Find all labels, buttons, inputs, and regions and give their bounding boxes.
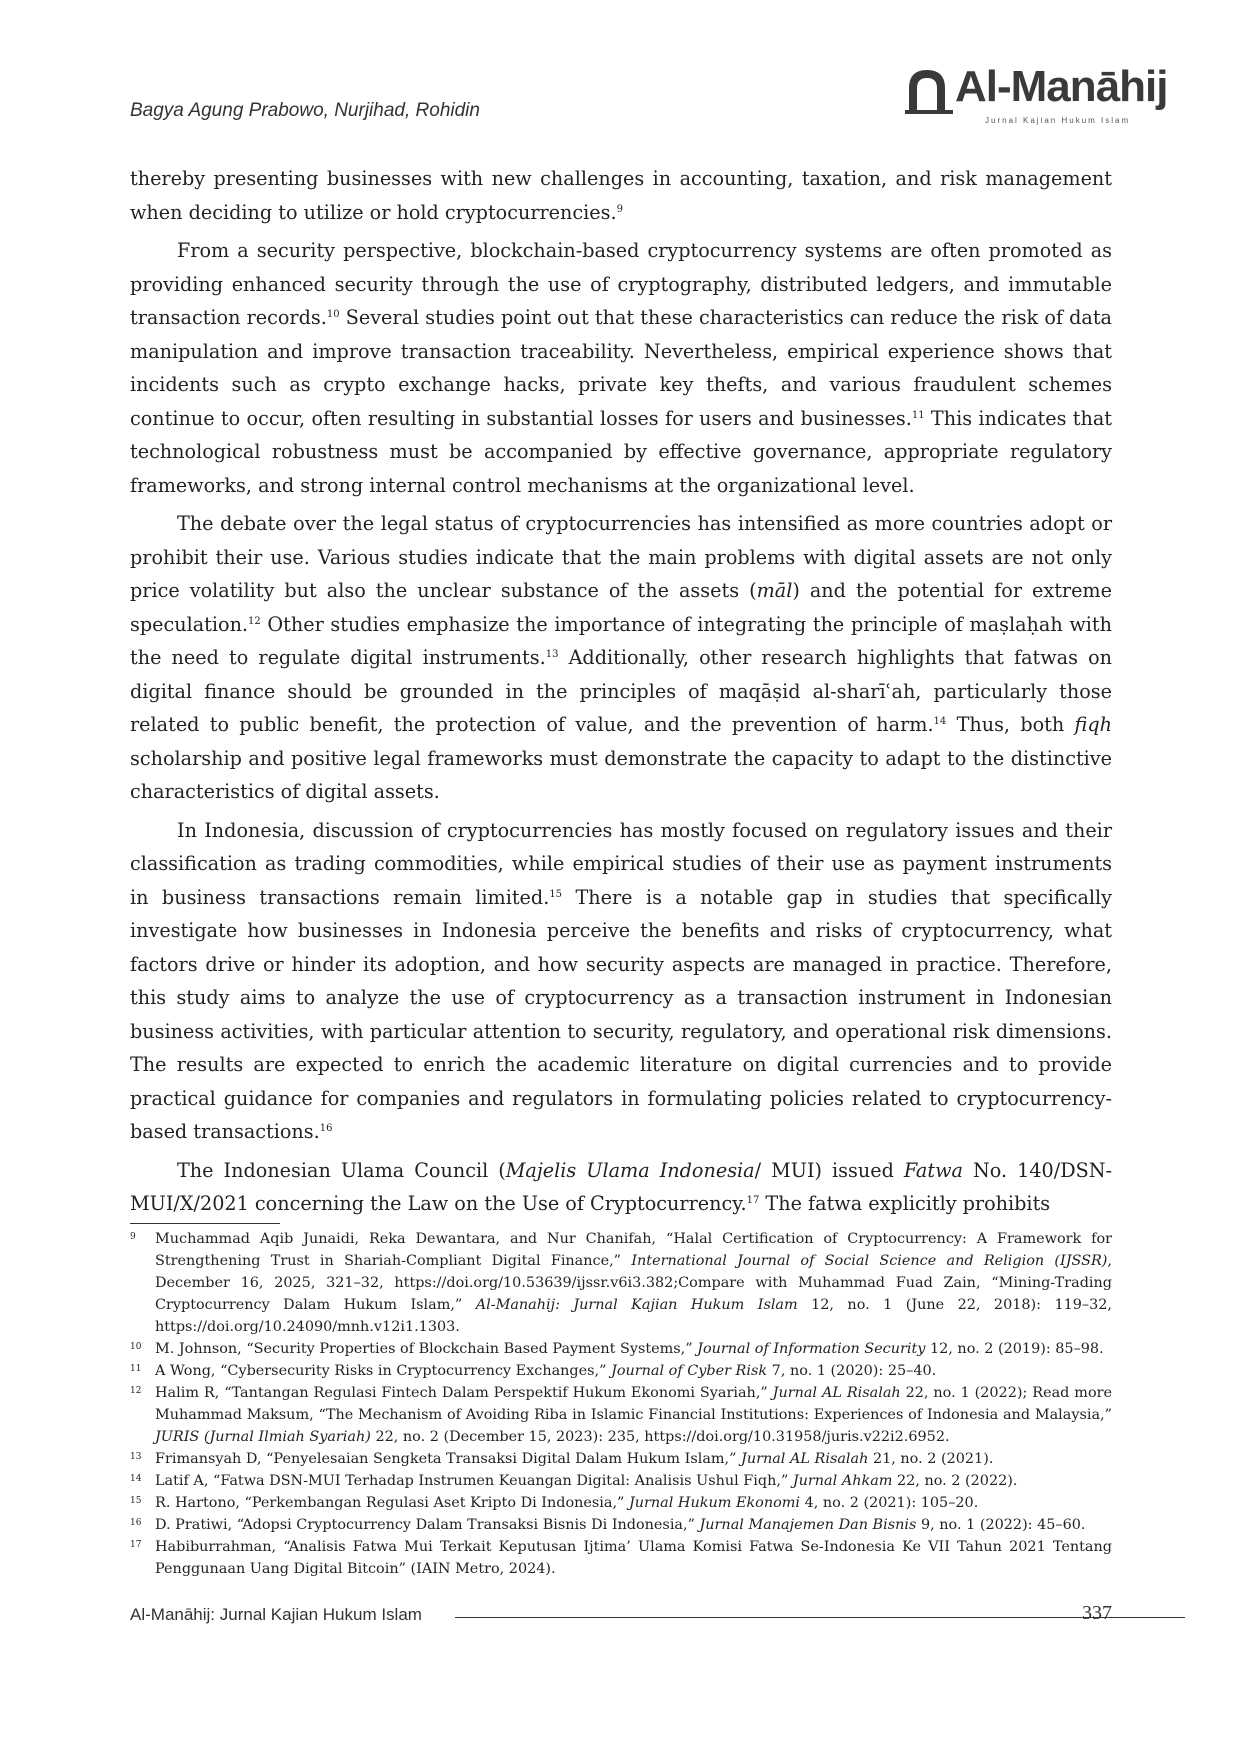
footnote-citation: 22, no. 1 (2022); Read more Muhammad Maksum, “The Mechanism of Avoiding Riba in Islamic Financial Institutions: Experiences of Indonesia and Malaysia,” [155, 1385, 1112, 1423]
footnote-text [155, 1382, 1112, 1448]
paragraph-text: Other studies emphasize the importance of integrating the principle of maṣlaḥah with the need to regulate digital instruments. [130, 612, 1112, 669]
footnote-12 [130, 1382, 1112, 1448]
footnote-citation: A Wong, “Cybersecurity Risks in Cryptocurrency Exchanges,” [155, 1363, 612, 1379]
footnote-14 [130, 1470, 1112, 1492]
footer-journal-name: Al-Manāhij: Jurnal Kajian Hukum Islam [130, 1605, 422, 1624]
footnote-citation: 4, no. 2 (2021): 105–20. [800, 1495, 979, 1511]
paragraph [130, 162, 1112, 229]
footnote-number: 11 [130, 1364, 142, 1374]
paragraph-text: The debate over the legal status of cryptocurrencies has intensified as more countries adopt or prohibit their use. Various studies indicate that the main problems with digital assets are not only price volatility but also the unclear substance of the assets ( [130, 512, 1112, 602]
footnote-number: 12 [130, 1386, 142, 1396]
journal-title: International Journal of Social Science and Religion (IJSSR) [631, 1253, 1108, 1269]
paragraph-text: The Indonesian Ulama Council ( [177, 1158, 506, 1182]
footnote-number: 15 [130, 1496, 142, 1506]
footnote-separator [130, 1223, 280, 1224]
footnote-citation: Muchammad Aqib Junaidi, Reka Dewantara, and Nur Chanifah, “Halal Certification of Cryptocurrency: A Framework for Strengthening Trust in Shariah-Compliant Digital Finance,” [155, 1231, 1112, 1269]
footnote-10 [130, 1338, 1112, 1360]
footnote-citation: 7, no. 1 (2020): 25–40. [767, 1363, 937, 1379]
footnote-citation: R. Hartono, “Perkembangan Regulasi Aset Kripto Di Indonesia,” [155, 1495, 629, 1511]
footnote-text [155, 1514, 1112, 1536]
footnote-number: 9 [130, 1232, 136, 1242]
footnote-ref: 16 [319, 1123, 333, 1134]
footnote-11 [130, 1360, 1112, 1382]
footnote-text [155, 1228, 1112, 1338]
paragraph [130, 507, 1112, 809]
journal-title: Jurnal AL Risalah [741, 1451, 869, 1467]
footnote-citation: Frimansyah D, “Penyelesaian Sengketa Transaksi Digital Dalam Hukum Islam,” [155, 1451, 742, 1467]
footnote-15 [130, 1492, 1112, 1514]
journal-title: Al-Manahij: Jurnal Kajian Hukum Islam [475, 1297, 798, 1313]
footnote-citation: 21, no. 2 (2021). [868, 1451, 994, 1467]
footnotes [130, 1228, 1112, 1580]
footnote-ref: 14 [933, 716, 947, 727]
paragraph-text: There is a notable gap in studies that specifically investigate how businesses in Indonesia perceive the benefits and risks of cryptocurrency, what factors drive or hinder its adoption, and how security aspects are managed in practice. Therefore, this study aims to analyze the use of cryptocurrency as a transaction instrument in Indonesian business activities, with particular attention to security, regulatory, and operational risk dimensions. The results are expected to enrich the academic literature on digital currencies and to provide practical guidance for companies and regulators in formulating policies related to cryptocurrency-based transactions. [130, 885, 1113, 1143]
logo-wordmark: Al-Manāhij [955, 62, 1168, 111]
journal-title: Jurnal Hukum Ekonomi [628, 1495, 801, 1511]
footnote-citation: 12, no. 1 (June 22, 2018): 119–32, https://doi.org/10.24090/mnh.v12i1.1303. [155, 1297, 1112, 1335]
journal-title: Jurnal AL Risalah [772, 1385, 901, 1401]
footnote-ref: 12 [248, 615, 261, 627]
footnote-citation: Habiburrahman, “Analisis Fatwa Mui Terkait Keputusan Ijtima’ Ulama Komisi Fatwa Se-Indonesia Ke VII Tahun 2021 Tentang Penggunaan Uang Digital Bitcoin” (IAIN Metro, 2024). [155, 1539, 1112, 1577]
italic-term: Fatwa [903, 1158, 963, 1182]
footnote-ref: 11 [911, 409, 925, 421]
paragraph-text: Several studies point out that these characteristics can reduce the risk of data manipulation and improve transaction traceability. Nevertheless, empirical experience shows that incidents such as crypto exchange hacks, private key thefts, and various fraudulent schemes continue to occur, often resulting in substantial losses for users and businesses. [130, 306, 1112, 430]
running-header-authors: Bagya Agung Prabowo, Nurjihad, Rohidin [130, 100, 480, 121]
footnote-ref: 9 [616, 203, 623, 215]
page-number: 337 [1082, 1602, 1112, 1624]
paragraph-text: Thus, both [946, 713, 1075, 736]
paragraph-text: scholarship and positive legal frameworks must demonstrate the capacity to adapt to the distinctive characteristics of digital assets. [130, 746, 1112, 803]
footnote-text [155, 1492, 1112, 1514]
footnote-citation: 12, no. 2 (2019): 85–98. [925, 1341, 1104, 1357]
footnote-text [155, 1470, 1112, 1492]
footnote-number: 16 [130, 1518, 142, 1528]
paragraph-text: Additionally, other research highlights that fatwas on digital finance should be grounded in the principles of maqāṣid al-sharīʿah, particularly those related to public benefit, the protection of value, and the prevention of harm. [130, 646, 1112, 736]
logo-arch-icon [905, 66, 955, 116]
journal-title: Jurnal Ahkam [792, 1473, 893, 1489]
footnote-number: 10 [130, 1342, 142, 1352]
footnote-citation: Halim R, “Tantangan Regulasi Fintech Dalam Perspektif Hukum Ekonomi Syariah,” [155, 1385, 773, 1401]
italic-term: fiqh [1074, 713, 1112, 736]
paragraph-text: The fatwa explicitly prohibits [759, 1192, 1051, 1215]
footnote-text [155, 1448, 1112, 1470]
footnote-ref: 13 [545, 649, 559, 660]
paragraph-text: No. 140/DSN-MUI/X/2021 concerning the Law on the Use of Cryptocurrency. [130, 1158, 1112, 1215]
footnote-citation: 22, no. 2 (December 15, 2023): 235, https://doi.org/10.31958/juris.v22i2.6952. [370, 1429, 950, 1445]
footnote-citation: 22, no. 2 (2022). [892, 1473, 1018, 1489]
journal-title: Jurnal Manajemen Dan Bisnis [699, 1517, 917, 1533]
journal-logo [905, 62, 1168, 134]
footnote-citation: 9, no. 1 (2022): 45–60. [916, 1517, 1086, 1533]
footnote-text [155, 1338, 1112, 1360]
footnote-number: 14 [130, 1474, 142, 1484]
footnote-text [155, 1536, 1112, 1580]
italic-term: māl [756, 579, 793, 602]
logo-subtitle: Jurnal Kajian Hukum Islam [985, 116, 1131, 125]
footnote-number: 13 [130, 1452, 142, 1462]
footnote-ref: 15 [549, 888, 563, 900]
paragraph-text: thereby presenting businesses with new challenges in accounting, taxation, and risk management when deciding to utilize or hold cryptocurrencies. [130, 167, 1112, 224]
italic-term: Majelis Ulama Indonesia [505, 1158, 755, 1182]
footnote-citation: M. Johnson, “Security Properties of Blockchain Based Payment Systems,” [155, 1341, 698, 1357]
footer-rule [455, 1617, 1185, 1618]
paragraph-text: From a security perspective, blockchain-based cryptocurrency systems are often promoted as providing enhanced security through the use of cryptography, distributed ledgers, and immutable transaction records. [130, 239, 1112, 329]
page-footer [130, 1602, 1112, 1635]
paragraph-text: / MUI) issued [754, 1158, 904, 1182]
article-body [130, 162, 1112, 1226]
journal-title: JURIS (Jurnal Ilmiah Syariah) [155, 1429, 371, 1445]
footnote-text [155, 1360, 1112, 1382]
footnote-citation: D. Pratiwi, “Adopsi Cryptocurrency Dalam Transaksi Bisnis Di Indonesia,” [155, 1517, 700, 1533]
paragraph [130, 814, 1112, 1149]
footnote-16 [130, 1514, 1112, 1536]
footnote-17 [130, 1536, 1112, 1580]
footnote-ref: 10 [326, 309, 340, 320]
footnote-citation: Latif A, “Fatwa DSN-MUI Terhadap Instrumen Keuangan Digital: Analisis Ushul Fiqh,” [155, 1473, 793, 1489]
footnote-citation: , December 16, 2025, 321–32, https://doi.org/10.53639/ijssr.v6i3.382;Compare with Muhammad Fuad Zain, “Mining-Trading Cryptocurrency Dalam Hukum Islam,” [155, 1253, 1112, 1313]
journal-title: Journal of Information Security [697, 1341, 926, 1357]
journal-title: Journal of Cyber Risk [611, 1363, 768, 1379]
paragraph-text: This indicates that technological robustness must be accompanied by effective governance, appropriate regulatory frameworks, and strong internal control mechanisms at the organizational level. [130, 406, 1112, 497]
paragraph-text: In Indonesia, discussion of cryptocurrencies has mostly focused on regulatory issues and their classification as trading commodities, while empirical studies of their use as payment instruments in business transactions remain limited. [130, 818, 1112, 909]
paragraph-text: ) and the potential for extreme speculation. [130, 579, 1112, 636]
footnote-13 [130, 1448, 1112, 1470]
paragraph [130, 234, 1112, 502]
footnote-ref: 17 [746, 1195, 760, 1206]
footnote-9 [130, 1228, 1112, 1338]
paragraph [130, 1154, 1112, 1221]
footnote-number: 17 [130, 1540, 142, 1550]
